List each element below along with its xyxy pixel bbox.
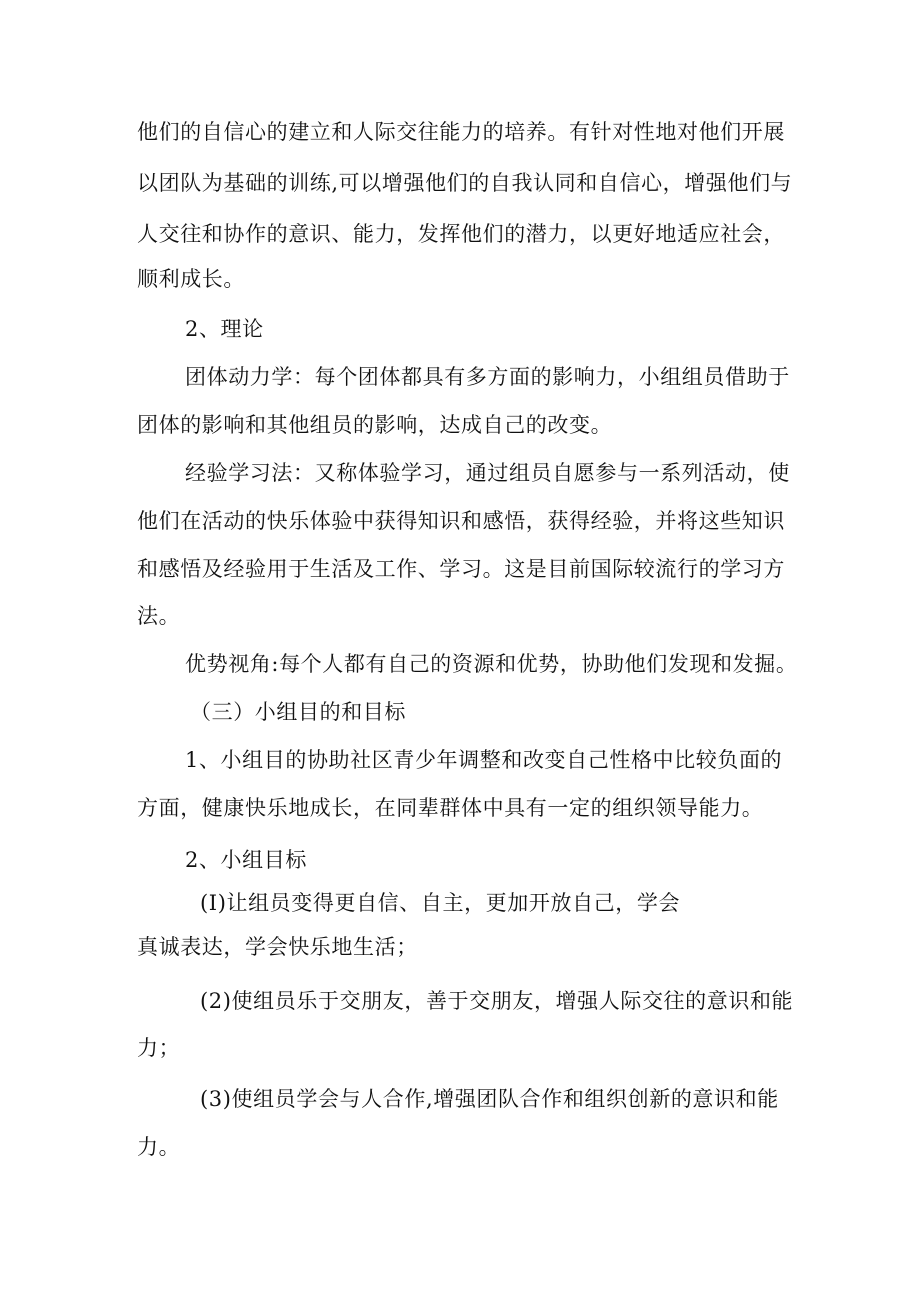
section-heading-goals: （三）小组目的和目标 xyxy=(190,700,406,724)
para-line-15: 方面，健康快乐地成长，在同辈群体中具有一定的组织领导能力。 xyxy=(137,796,764,820)
para-line-2: 以团队为基础的训练,可以增强他们的自我认同和自信心，增强他们与 xyxy=(137,171,793,195)
para-line-6: 团体动力学：每个团体都具有多方面的影响力，小组组员借助于 xyxy=(185,365,790,389)
goal-2-line-2: 力； xyxy=(137,1036,181,1060)
para-line-8: 经验学习法：又称体验学习，通过组员自愿参与一系列活动，使 xyxy=(185,461,790,485)
para-line-3: 人交往和协作的意识、能力，发挥他们的潜力，以更好地适应社会， xyxy=(137,222,785,246)
para-line-1: 他们的自信心的建立和人际交往能力的培养。有针对性地对他们开展 xyxy=(137,120,785,144)
section-heading-theory: 2、理论 xyxy=(185,317,264,341)
goal-1-line-2: 真诚表达，学会快乐地生活； xyxy=(137,935,418,959)
goal-1-line-1: (I)让组员变得更自信、自主，更加开放自己，学会 xyxy=(200,891,681,915)
para-line-11: 法。 xyxy=(137,604,181,628)
para-line-12: 优势视角:每个人都有自己的资源和优势，协助他们发现和发掘。 xyxy=(185,652,798,676)
para-line-10: 和感悟及经验用于生活及工作、学习。这是目前国际较流行的学习方 xyxy=(137,557,785,581)
para-line-4: 顺利成长。 xyxy=(137,267,245,291)
subheading-group-goals: 2、小组目标 xyxy=(185,848,307,872)
goal-2-line-1: (2)使组员乐于交朋友，善于交朋友，增强人际交往的意识和能 xyxy=(200,989,794,1013)
goal-3-line-2: 力。 xyxy=(137,1135,181,1159)
para-line-14: 1、小组目的协助社区青少年调整和改变自己性格中比较负面的 xyxy=(185,748,783,772)
para-line-9: 他们在活动的快乐体验中获得知识和感悟，获得经验，并将这些知识 xyxy=(137,509,785,533)
goal-3-line-1: (3)使组员学会与人合作,增强团队合作和组织创新的意识和能 xyxy=(200,1087,779,1111)
para-line-7: 团体的影响和其他组员的影响，达成自己的改变。 xyxy=(137,413,613,437)
